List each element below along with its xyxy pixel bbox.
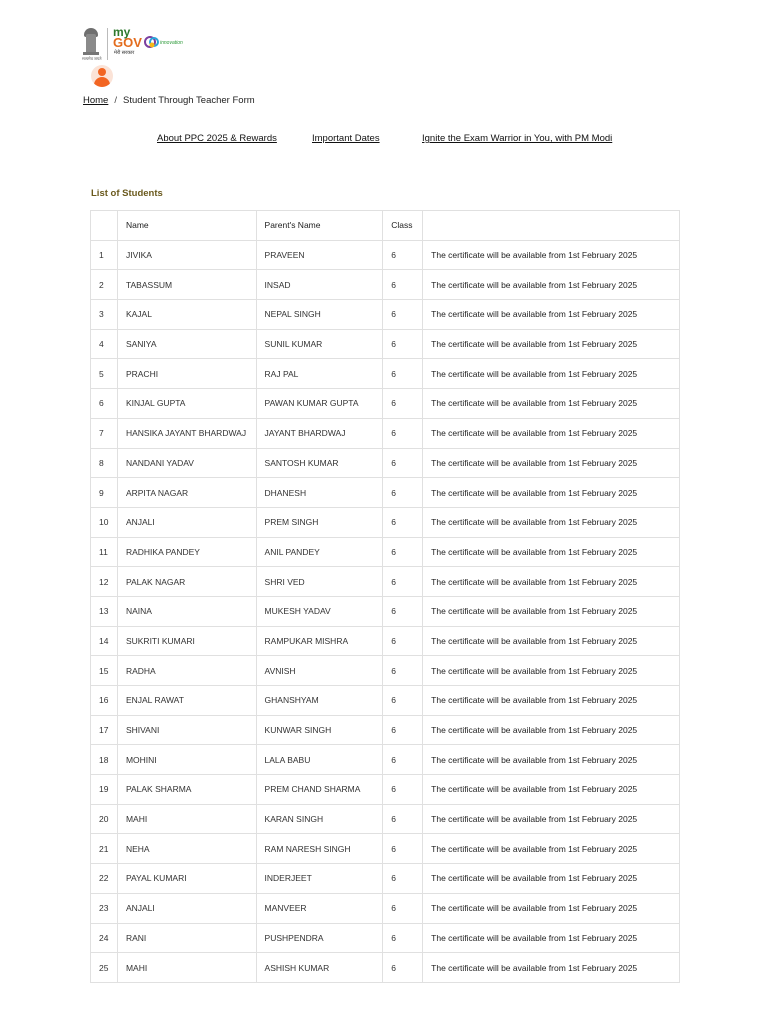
row-serial: 1 xyxy=(91,240,118,270)
parent-name: ANIL PANDEY xyxy=(256,537,383,567)
row-serial: 11 xyxy=(91,537,118,567)
certificate-status: The certificate will be available from 1st February 2025 xyxy=(423,864,680,894)
student-name: MAHI xyxy=(117,953,256,983)
table-row xyxy=(91,507,680,537)
table-row xyxy=(91,389,680,419)
certificate-status: The certificate will be available from 1st February 2025 xyxy=(423,507,680,537)
student-name: PRACHI xyxy=(117,359,256,389)
student-class: 6 xyxy=(383,834,423,864)
row-serial: 6 xyxy=(91,389,118,419)
student-class: 6 xyxy=(383,359,423,389)
parent-name: AVNISH xyxy=(256,656,383,686)
parent-name: KARAN SINGH xyxy=(256,804,383,834)
student-name: HANSIKA JAYANT BHARDWAJ xyxy=(117,418,256,448)
student-name: NAINA xyxy=(117,596,256,626)
certificate-status: The certificate will be available from 1st February 2025 xyxy=(423,418,680,448)
parent-name: LALA BABU xyxy=(256,745,383,775)
list-title: List of Students xyxy=(91,188,163,199)
row-serial: 20 xyxy=(91,804,118,834)
parent-name: MANVEER xyxy=(256,893,383,923)
student-name: ENJAL RAWAT xyxy=(117,686,256,716)
student-class: 6 xyxy=(383,478,423,508)
table-row xyxy=(91,715,680,745)
table-row xyxy=(91,626,680,656)
certificate-status: The certificate will be available from 1st February 2025 xyxy=(423,596,680,626)
nav-important-dates-link[interactable]: Important Dates xyxy=(312,133,380,144)
student-class: 6 xyxy=(383,715,423,745)
parent-name: PRAVEEN xyxy=(256,240,383,270)
table-row xyxy=(91,596,680,626)
col-class-header: Class xyxy=(383,211,423,241)
logo-divider xyxy=(107,28,108,60)
certificate-status: The certificate will be available from 1st February 2025 xyxy=(423,893,680,923)
table-row xyxy=(91,834,680,864)
row-serial: 17 xyxy=(91,715,118,745)
parent-name: DHANESH xyxy=(256,478,383,508)
table-row xyxy=(91,567,680,597)
student-class: 6 xyxy=(383,300,423,330)
col-serial-header xyxy=(91,211,118,241)
row-serial: 4 xyxy=(91,329,118,359)
student-class: 6 xyxy=(383,804,423,834)
student-name: NANDANI YADAV xyxy=(117,448,256,478)
mygov-logo: my GOV मेरी सरकार innovation xyxy=(113,25,183,56)
table-row xyxy=(91,300,680,330)
student-name: PAYAL KUMARI xyxy=(117,864,256,894)
nav-about-ppc-link[interactable]: About PPC 2025 & Rewards xyxy=(157,133,277,144)
certificate-status: The certificate will be available from 1st February 2025 xyxy=(423,359,680,389)
row-serial: 10 xyxy=(91,507,118,537)
table-header-row xyxy=(91,211,680,241)
student-name: ANJALI xyxy=(117,893,256,923)
student-name: NEHA xyxy=(117,834,256,864)
parent-name: KUNWAR SINGH xyxy=(256,715,383,745)
student-name: SHIVANI xyxy=(117,715,256,745)
student-class: 6 xyxy=(383,240,423,270)
parent-name: SHRI VED xyxy=(256,567,383,597)
student-name: SANIYA xyxy=(117,329,256,359)
certificate-status: The certificate will be available from 1st February 2025 xyxy=(423,240,680,270)
student-class: 6 xyxy=(383,389,423,419)
table-row xyxy=(91,448,680,478)
innovation-swirl-icon xyxy=(144,34,160,50)
site-logo[interactable] xyxy=(82,26,186,62)
certificate-status: The certificate will be available from 1st February 2025 xyxy=(423,270,680,300)
certificate-status: The certificate will be available from 1st February 2025 xyxy=(423,626,680,656)
certificate-status: The certificate will be available from 1st February 2025 xyxy=(423,478,680,508)
student-class: 6 xyxy=(383,507,423,537)
row-serial: 7 xyxy=(91,418,118,448)
student-name: ANJALI xyxy=(117,507,256,537)
row-serial: 2 xyxy=(91,270,118,300)
breadcrumb-separator: / xyxy=(114,95,117,106)
row-serial: 14 xyxy=(91,626,118,656)
parent-name: INDERJEET xyxy=(256,864,383,894)
certificate-status: The certificate will be available from 1st February 2025 xyxy=(423,775,680,805)
col-parent-header: Parent's Name xyxy=(256,211,383,241)
parent-name: SUNIL KUMAR xyxy=(256,329,383,359)
student-class: 6 xyxy=(383,448,423,478)
parent-name: RAMPUKAR MISHRA xyxy=(256,626,383,656)
certificate-status: The certificate will be available from 1st February 2025 xyxy=(423,537,680,567)
table-row xyxy=(91,270,680,300)
table-row xyxy=(91,804,680,834)
table-row xyxy=(91,240,680,270)
student-class: 6 xyxy=(383,596,423,626)
parent-name: PAWAN KUMAR GUPTA xyxy=(256,389,383,419)
row-serial: 15 xyxy=(91,656,118,686)
row-serial: 8 xyxy=(91,448,118,478)
parent-name: NEPAL SINGH xyxy=(256,300,383,330)
parent-name: GHANSHYAM xyxy=(256,686,383,716)
student-name: RADHIKA PANDEY xyxy=(117,537,256,567)
student-class: 6 xyxy=(383,775,423,805)
table-row xyxy=(91,893,680,923)
national-emblem-icon: सत्यमेव जयते xyxy=(82,28,100,60)
table-row xyxy=(91,418,680,448)
student-name: JIVIKA xyxy=(117,240,256,270)
student-name: MOHINI xyxy=(117,745,256,775)
student-name: RANI xyxy=(117,923,256,953)
certificate-status: The certificate will be available from 1st February 2025 xyxy=(423,389,680,419)
row-serial: 16 xyxy=(91,686,118,716)
breadcrumb-home-link[interactable]: Home xyxy=(83,95,109,106)
student-class: 6 xyxy=(383,686,423,716)
student-name: SUKRITI KUMARI xyxy=(117,626,256,656)
student-name: KINJAL GUPTA xyxy=(117,389,256,419)
user-avatar-icon[interactable] xyxy=(91,65,113,87)
student-class: 6 xyxy=(383,923,423,953)
table-row xyxy=(91,864,680,894)
certificate-status: The certificate will be available from 1st February 2025 xyxy=(423,745,680,775)
row-serial: 21 xyxy=(91,834,118,864)
student-name: KAJAL xyxy=(117,300,256,330)
row-serial: 9 xyxy=(91,478,118,508)
student-class: 6 xyxy=(383,893,423,923)
table-row xyxy=(91,745,680,775)
parent-name: ASHISH KUMAR xyxy=(256,953,383,983)
parent-name: JAYANT BHARDWAJ xyxy=(256,418,383,448)
student-class: 6 xyxy=(383,745,423,775)
student-name: ARPITA NAGAR xyxy=(117,478,256,508)
certificate-status: The certificate will be available from 1st February 2025 xyxy=(423,715,680,745)
student-class: 6 xyxy=(383,537,423,567)
student-class: 6 xyxy=(383,567,423,597)
certificate-status: The certificate will be available from 1st February 2025 xyxy=(423,804,680,834)
parent-name: MUKESH YADAV xyxy=(256,596,383,626)
table-row xyxy=(91,478,680,508)
student-class: 6 xyxy=(383,953,423,983)
table-row xyxy=(91,775,680,805)
parent-name: PUSHPENDRA xyxy=(256,923,383,953)
certificate-status: The certificate will be available from 1st February 2025 xyxy=(423,686,680,716)
table-row xyxy=(91,656,680,686)
col-certificate-header xyxy=(423,211,680,241)
certificate-status: The certificate will be available from 1st February 2025 xyxy=(423,834,680,864)
row-serial: 24 xyxy=(91,923,118,953)
student-name: TABASSUM xyxy=(117,270,256,300)
table-row xyxy=(91,329,680,359)
table-row xyxy=(91,923,680,953)
student-class: 6 xyxy=(383,656,423,686)
row-serial: 25 xyxy=(91,953,118,983)
row-serial: 22 xyxy=(91,864,118,894)
row-serial: 12 xyxy=(91,567,118,597)
students-table xyxy=(90,210,680,983)
student-class: 6 xyxy=(383,418,423,448)
parent-name: SANTOSH KUMAR xyxy=(256,448,383,478)
parent-name: INSAD xyxy=(256,270,383,300)
student-class: 6 xyxy=(383,329,423,359)
table-row xyxy=(91,686,680,716)
certificate-status: The certificate will be available from 1st February 2025 xyxy=(423,953,680,983)
student-name: RADHA xyxy=(117,656,256,686)
row-serial: 23 xyxy=(91,893,118,923)
row-serial: 5 xyxy=(91,359,118,389)
parent-name: RAM NARESH SINGH xyxy=(256,834,383,864)
row-serial: 19 xyxy=(91,775,118,805)
parent-name: PREM SINGH xyxy=(256,507,383,537)
table-row xyxy=(91,953,680,983)
certificate-status: The certificate will be available from 1st February 2025 xyxy=(423,300,680,330)
certificate-status: The certificate will be available from 1st February 2025 xyxy=(423,329,680,359)
student-class: 6 xyxy=(383,864,423,894)
certificate-status: The certificate will be available from 1st February 2025 xyxy=(423,567,680,597)
table-row xyxy=(91,537,680,567)
row-serial: 18 xyxy=(91,745,118,775)
parent-name: RAJ PAL xyxy=(256,359,383,389)
student-class: 6 xyxy=(383,270,423,300)
student-class: 6 xyxy=(383,626,423,656)
row-serial: 3 xyxy=(91,300,118,330)
certificate-status: The certificate will be available from 1st February 2025 xyxy=(423,656,680,686)
student-name: PALAK SHARMA xyxy=(117,775,256,805)
table-row xyxy=(91,359,680,389)
certificate-status: The certificate will be available from 1st February 2025 xyxy=(423,923,680,953)
col-name-header: Name xyxy=(117,211,256,241)
parent-name: PREM CHAND SHARMA xyxy=(256,775,383,805)
breadcrumb xyxy=(83,95,255,106)
nav-exam-warrior-link[interactable]: Ignite the Exam Warrior in You, with PM Modi xyxy=(422,133,613,144)
row-serial: 13 xyxy=(91,596,118,626)
student-name: PALAK NAGAR xyxy=(117,567,256,597)
breadcrumb-current: Student Through Teacher Form xyxy=(122,95,255,106)
student-name: MAHI xyxy=(117,804,256,834)
certificate-status: The certificate will be available from 1st February 2025 xyxy=(423,448,680,478)
